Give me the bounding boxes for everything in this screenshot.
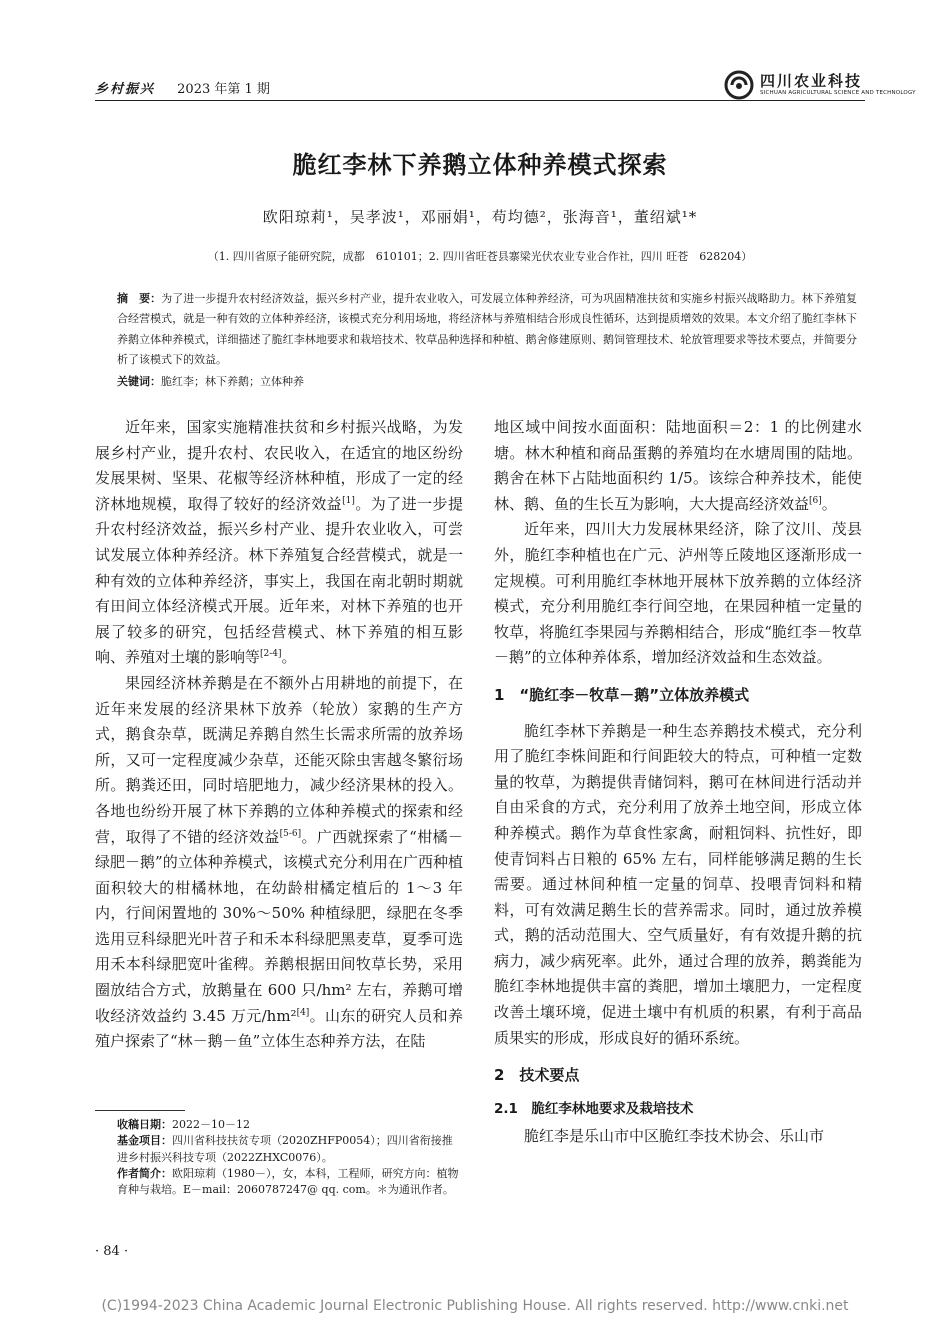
- abstract-label: 摘 要：: [117, 292, 162, 305]
- keywords: [117, 373, 304, 389]
- column-name: 乡村振兴: [95, 82, 156, 97]
- running-header: [95, 78, 270, 97]
- paragraph: 地区域中间按水面面积：陆地面积＝2：1 的比例建水塘。林木种植和商品蛋鹅的养殖均在水塘周围的陆地。鹅舍在林下占陆地面积约 1/5。该综合种养技术，能使林、鹅、鱼的生长互为影响，大大提高经济效益[6]。: [494, 418, 862, 513]
- citation: [2-4]: [260, 649, 282, 660]
- subsection-heading: 2.1 脆红李林地要求及栽培技术: [494, 1100, 694, 1117]
- paragraph: 脆红李是乐山市中区脆红李技术协会、乐山市: [524, 1127, 825, 1146]
- abstract: [117, 289, 857, 370]
- received-date: 收稿日期：2022－10－12: [117, 1118, 250, 1131]
- keywords-text: 脆红李；林下养鹅；立体种养: [161, 375, 304, 388]
- paragraph: 近年来，国家实施精准扶贫和乡村振兴战略，为发展乡村产业，提升农村、农民收入，在适宜的地区纷纷发展果树、坚果、花椒等经济林种植，形成了一定的经济林地规模，取得了较好的经济效益[1]。为了进一步提升农村经济效益，振兴乡村产业、提升农业收入，可尝试发展立体种养经济。林下养殖复合经营模式，就是一种有效的立体种养经济，事实上，我国在南北朝时期就有田间立体经济模式开展。近年来，对林下养殖的也开展了较多的研究，包括经营模式、林下养殖的相互影响、养殖对土壤的影响等[2-4]。: [95, 418, 463, 667]
- section-heading: 1 “脆红李－牧草－鹅”立体放养模式: [494, 685, 750, 704]
- citation: [6]: [809, 495, 822, 506]
- fund-info: 基金项目：四川省科技扶贫专项（2020ZHFP0054）；四川省衔接推进乡村振兴科技专项（2022ZHXC0076）。: [117, 1134, 453, 1164]
- paragraph: 果园经济林养鹅是在不额外占用耕地的前提下，在近年来发展的经济果林下放养（轮放）家鹅的生产方式，鹅食杂草，既满足养鹅自然生长需求所需的放养场所，又可一定程度减少杂草，还能灭除虫害越冬繁衍场所。鹅粪还田，同时培肥地力，减少经济果林的投入。各地也纷纷开展了林下养鹅的立体种养模式的探索和经营，取得了不错的经济效益[5-6]。广西就探索了“柑橘－绿肥－鹅”的立体种养模式，该模式充分利用在广西种植面积较大的柑橘林地，在幼龄柑橘定植后的 1～3 年内，行间闲置地的 30%～50% 种植绿肥，绿肥在冬季选用豆科绿肥光叶苕子和禾本科绿肥黑麦草，夏季可选用禾本科绿肥宽叶雀稗。养鹅根据田间牧草长势，采用圈放结合方式，放鹅量在 600 只/hm² 左右，养鹅可增收经济效益约 3.45 万元/hm²[4]。山东的研究人员和养殖户探索了“林－鹅－鱼”立体生态种养方法，在陆: [95, 673, 463, 1051]
- footnotes: [117, 1117, 463, 1198]
- journal-logo: [724, 68, 916, 102]
- journal-name-en: SICHUAN AGRICULTURAL SCIENCE AND TECHNOLOGY: [760, 90, 916, 96]
- article-title: 脆红李林下养鹅立体种养模式探索: [292, 150, 668, 179]
- affiliation: （1. 四川省原子能研究院，成都 610101；2. 四川省旺苍县寨梁光伏农业专业合作社，四川 旺苍 628204）: [207, 250, 753, 263]
- paragraph: 近年来，四川大力发展林果经济，除了汶川、茂县外，脆红李种植也在广元、泸州等丘陵地区逐渐形成一定规模。可利用脆红李林地开展林下放养鹅的立体经济模式，充分利用脆红李行间空地，在果园种植一定量的牧草，将脆红李果园与养鹅相结合，形成“脆红李－牧草－鹅”的立体种养体系，增加经济效益和生态效益。: [494, 520, 862, 667]
- journal-logo-icon: [724, 70, 754, 100]
- paragraph: 脆红李林下养鹅是一种生态养鹅技术模式，充分利用了脆红李株间距和行间距较大的特点，可种植一定数量的牧草，为鹅提供青储饲料，鹅可在林间进行活动并自由采食的方式，充分利用了放养土地空间，形成立体种养模式。鹅作为草食性家禽，耐粗饲料、抗性好，即使青饲料占日粮的 65% 左右，同样能够满足鹅的生长需要。通过林间种植一定量的饲草、投喂青饲料和精料，可有效满足鹅生长的营养需求。同时，通过放养模式，鹅的活动范围大、空气质量好，有有效提升鹅的抗病力，减少病死率。此外，通过合理的放养，鹅粪能为脆红李林地提供丰富的粪肥，增加土壤肥力，一定程度改善土壤环境，促进土壤中有机质的积累，有利于高品质果实的形成，形成良好的循环系统。: [494, 721, 862, 1047]
- citation: [5-6]: [279, 828, 302, 839]
- citation: [4]: [296, 1007, 310, 1018]
- section-heading: 2 技术要点: [494, 1066, 580, 1085]
- right-column: [494, 415, 862, 1150]
- header-divider: [95, 100, 865, 101]
- author-bio: 作者简介：欧阳琼莉（1980－），女，本科，工程师，研究方向：植物育种与栽培。E－mail：2060787247@ qq. com。＊为通讯作者。: [117, 1166, 459, 1197]
- author-list: 欧阳琼莉¹，吴孝波¹，邓丽娟¹，苟均德²，张海音¹，董绍斌¹*: [262, 208, 698, 226]
- keywords-label: 关键词：: [117, 375, 161, 388]
- page-number: · 84 ·: [95, 1244, 129, 1259]
- footnote-divider: [95, 1110, 185, 1111]
- left-column: [95, 415, 463, 1055]
- copyright-notice: (C)1994-2023 China Academic Journal Electronic Publishing House. All rights reserved. http://www.cnki.net: [101, 1298, 849, 1314]
- citation: [1]: [342, 495, 355, 506]
- issue-label: 2023 年第 1 期: [177, 82, 270, 97]
- journal-name: 四川农业科技: [760, 72, 863, 90]
- abstract-text: 为了进一步提升农村经济效益，振兴乡村产业，提升农业收入，可发展立体种养经济，可为巩固精准扶贫和实施乡村振兴战略助力。林下养殖复合经营模式，就是一种有效的立体种养经济，该模式充分利用场地，将经济林与养殖相结合形成良性循环，达到提质增效的效果。本文介绍了脆红李林下养鹅立体种养模式，详细描述了脆红李林地要求和栽培技术、牧草品种选择和种植、鹅舍修建原则、鹅饲管理技术、轮放管理要求等技术要点，并简要分析了该模式下的效益。: [117, 292, 858, 366]
